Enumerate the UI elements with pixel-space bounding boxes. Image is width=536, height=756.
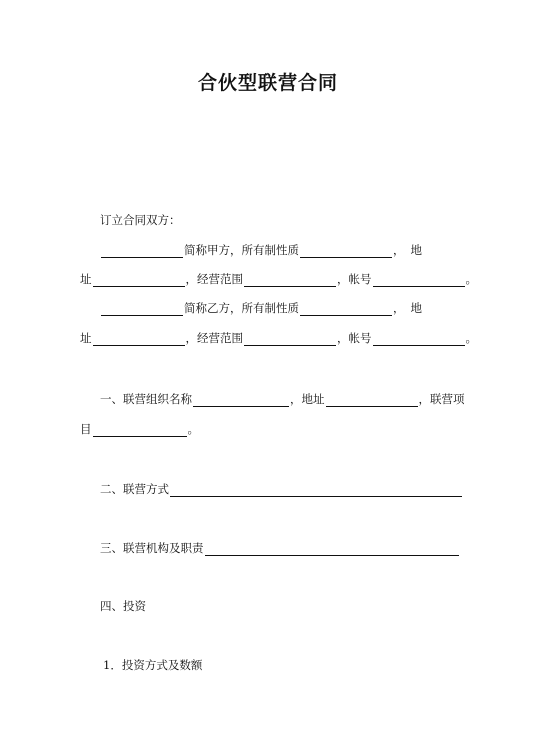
party-a-line-1: 简称甲方，所有制性质 ， 地	[100, 242, 422, 258]
org-duties-blank[interactable]	[205, 543, 459, 556]
party-a-scope-blank[interactable]	[244, 274, 336, 287]
party-a-line-2: 址 ，经营范围 ，帐号 。	[80, 272, 477, 286]
joint-method-blank[interactable]	[170, 484, 462, 497]
party-b-ownership-blank[interactable]	[300, 303, 392, 316]
party-b-line-2: 址 ，经营范围 ，帐号 。	[80, 331, 477, 345]
party-b-name-blank[interactable]	[101, 303, 183, 316]
project-blank[interactable]	[93, 424, 187, 437]
section-2-line: 二、联营方式	[100, 481, 463, 497]
section-4-heading: 四、投资	[100, 599, 146, 613]
document-title: 合伙型联营合同	[197, 72, 338, 94]
party-b-scope-blank[interactable]	[244, 333, 336, 346]
parties-heading: 订立合同双方：	[100, 213, 181, 227]
org-address-blank[interactable]	[326, 394, 418, 407]
item-1-heading: 1．投资方式及数额	[103, 658, 203, 672]
party-b-line-1: 简称乙方，所有制性质 ， 地	[100, 300, 422, 316]
section-1-line-2: 目 。	[80, 422, 199, 436]
section-1-line-1: 一、联营组织名称 ，地址 ，联营项	[100, 392, 465, 406]
party-b-address-blank[interactable]	[93, 333, 185, 346]
party-a-address-blank[interactable]	[93, 274, 185, 287]
party-b-account-blank[interactable]	[373, 333, 465, 346]
party-a-ownership-blank[interactable]	[300, 245, 392, 258]
party-a-name-blank[interactable]	[101, 245, 183, 258]
party-a-account-blank[interactable]	[373, 274, 465, 287]
org-name-blank[interactable]	[193, 394, 289, 407]
section-3-line: 三、联营机构及职责	[100, 540, 460, 556]
